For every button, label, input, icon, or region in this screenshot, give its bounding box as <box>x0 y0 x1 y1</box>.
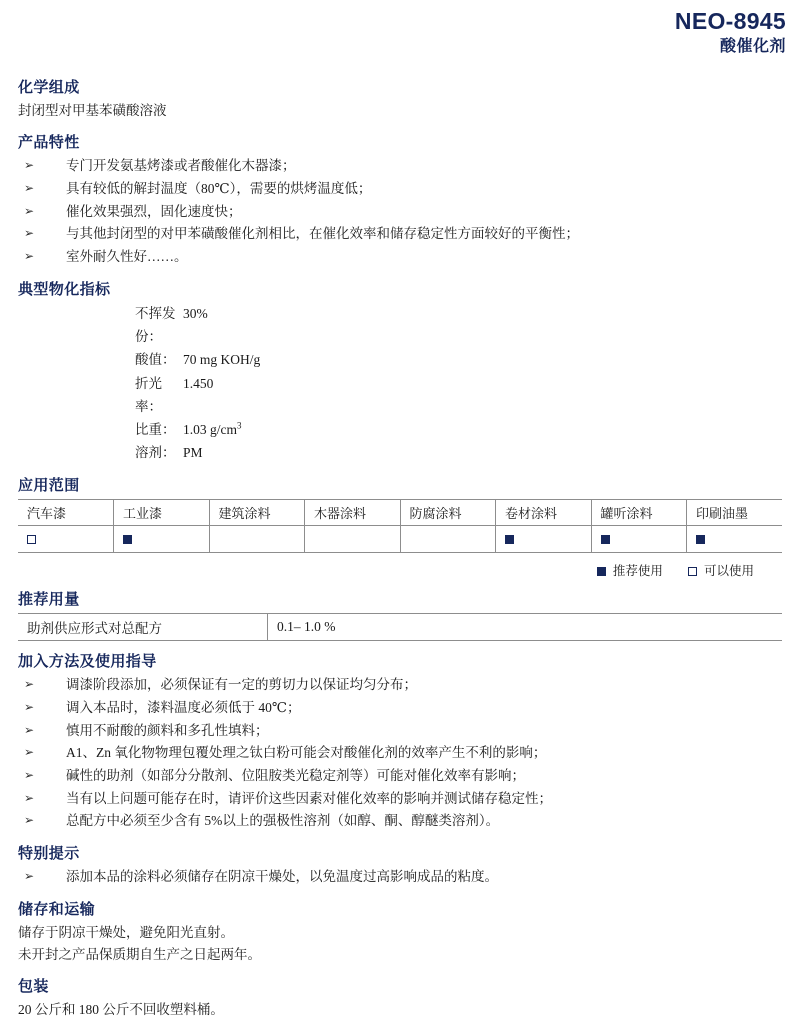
table-cell-mark <box>305 525 401 552</box>
dosage-label: 助剂供应形式对总配方 <box>18 614 268 641</box>
section-packaging <box>18 977 782 1021</box>
table-header-row <box>18 499 782 525</box>
legend-recommended-label: 推荐使用 <box>612 563 663 578</box>
dosage-table <box>18 613 782 641</box>
list-item-text: 调漆阶段添加，必须保证有一定的剪切力以保证均匀分布； <box>66 677 417 693</box>
document-body <box>18 78 782 1032</box>
properties-list <box>18 302 782 465</box>
bullet-arrow-icon: ➢ <box>24 813 35 828</box>
filled-square-icon <box>505 535 514 544</box>
usage-list <box>18 674 782 833</box>
table-column-header: 防腐涂料 <box>400 499 496 525</box>
list-item-text: 具有较低的解封温度（80℃），需要的烘烤温度低； <box>66 181 372 197</box>
list-item-text: 专门开发氨基烤漆或者酸催化木器漆； <box>66 158 296 174</box>
bullet-arrow-icon: ➢ <box>24 869 35 884</box>
property-value: 30% <box>183 305 208 321</box>
document-header <box>675 8 786 57</box>
list-item-text: 当有以上问题可能存在时，请评价这些因素对催化效率的影响并测试储存稳定性； <box>66 790 552 806</box>
table-cell-mark <box>687 525 783 552</box>
section-title-storage: 储存和运输 <box>18 901 96 918</box>
storage-line: 未开封之产品保质期自生产之日起两年。 <box>18 946 261 962</box>
section-title-dosage: 推荐用量 <box>18 591 80 608</box>
storage-line: 储存于阴凉干燥处，避免阳光直射。 <box>18 925 234 941</box>
list-item-text: A1、Zn 氧化物物理包覆处理之钛白粉可能会对酸催化剂的效率产生不利的影响； <box>66 745 547 761</box>
section-title-applications: 应用范围 <box>18 477 80 494</box>
legend-usable-label: 可以使用 <box>703 563 754 578</box>
section-recommended-dosage <box>18 590 782 641</box>
property-row <box>18 418 782 441</box>
section-title-notice: 特别提示 <box>18 845 80 862</box>
section-special-notice <box>18 844 782 889</box>
list-item <box>18 788 782 811</box>
list-item <box>18 810 782 833</box>
section-title-packaging: 包装 <box>18 978 49 995</box>
table-column-header: 卷材涂料 <box>496 499 592 525</box>
list-item <box>18 720 782 743</box>
list-item <box>18 742 782 765</box>
legend-recommended <box>597 564 663 578</box>
property-label: 酸值： <box>135 352 176 368</box>
dosage-value: 0.1– 1.0 % <box>268 614 783 641</box>
property-value: 70 mg KOH/g <box>183 352 261 368</box>
table-cell-mark <box>18 525 114 552</box>
filled-square-icon <box>123 535 132 544</box>
property-row <box>18 372 782 418</box>
table-cell-mark <box>114 525 210 552</box>
table-cell-mark <box>496 525 592 552</box>
bullet-arrow-icon: ➢ <box>24 226 35 241</box>
property-value: 1.450 <box>183 375 214 391</box>
table-cell-mark <box>209 525 305 552</box>
bullet-arrow-icon: ➢ <box>24 767 35 782</box>
section-typical-properties <box>18 280 782 465</box>
list-item <box>18 765 782 788</box>
table-column-header: 建筑涂料 <box>209 499 305 525</box>
bullet-arrow-icon: ➢ <box>24 677 35 692</box>
section-storage-transport <box>18 900 782 966</box>
application-table <box>18 499 782 553</box>
bullet-arrow-icon: ➢ <box>24 722 35 737</box>
list-item <box>18 866 782 889</box>
section-usage-guidance <box>18 652 782 833</box>
product-name-chinese: 酸催化剂 <box>719 38 786 56</box>
table-column-header: 木器涂料 <box>305 499 401 525</box>
table-column-header: 印刷油墨 <box>687 499 783 525</box>
filled-square-icon <box>601 535 610 544</box>
table-cell-mark <box>591 525 687 552</box>
bullet-arrow-icon: ➢ <box>24 790 35 805</box>
list-item-text: 催化效果强烈，固化速度快； <box>66 203 242 219</box>
table-row <box>18 525 782 552</box>
bullet-arrow-icon: ➢ <box>24 745 35 760</box>
list-item-text: 调入本品时，漆料温度必须低于 40℃； <box>66 699 301 715</box>
list-item <box>18 674 782 697</box>
property-value-base: 1.03 g/cm <box>183 422 237 438</box>
list-item <box>18 178 782 201</box>
features-list <box>18 155 782 268</box>
list-item-text: 与其他封闭型的对甲苯磺酸催化剂相比，在催化效率和储存稳定性方面较好的平衡性； <box>66 226 579 242</box>
section-chemical-composition <box>18 78 782 122</box>
table-column-header: 汽车漆 <box>18 499 114 525</box>
bullet-arrow-icon: ➢ <box>24 249 35 264</box>
section-application-scope <box>18 476 782 579</box>
filled-square-icon <box>597 567 606 576</box>
list-item-text: 添加本品的涂料必须储存在阴凉干燥处，以免温度过高影响成品的粘度。 <box>66 869 498 885</box>
property-label: 溶剂： <box>135 445 176 461</box>
notice-list <box>18 866 782 889</box>
property-label: 折光率： <box>135 375 162 414</box>
table-row <box>18 614 782 641</box>
list-item-text: 总配方中必须至少含有 5%以上的强极性溶剂（如醇、酮、醇醚类溶剂）。 <box>66 813 500 829</box>
list-item <box>18 697 782 720</box>
property-value <box>183 418 782 441</box>
property-row <box>18 348 782 371</box>
property-value: PM <box>183 445 203 461</box>
legend-usable <box>688 564 754 578</box>
table-cell-mark <box>400 525 496 552</box>
packaging-line: 20 公斤和 180 公斤不回收塑料桶。 <box>18 1002 224 1018</box>
section-title-features: 产品特性 <box>18 135 80 152</box>
list-item <box>18 201 782 224</box>
bullet-arrow-icon: ➢ <box>24 699 35 714</box>
empty-square-icon <box>27 535 36 544</box>
property-value-superscript: 3 <box>237 420 242 431</box>
list-item <box>18 246 782 269</box>
product-code: NEO-8945 <box>674 8 786 34</box>
section-title-composition: 化学组成 <box>18 80 80 96</box>
bullet-arrow-icon: ➢ <box>24 181 35 196</box>
composition-text: 封闭型对甲基苯磺酸溶液 <box>18 103 167 119</box>
property-label: 不挥发份： <box>135 305 176 345</box>
list-item-text: 慎用不耐酸的颜料和多孔性填料； <box>66 722 269 738</box>
filled-square-icon <box>696 535 705 544</box>
section-title-properties: 典型物化指标 <box>18 281 111 298</box>
table-column-header: 罐听涂料 <box>591 499 687 525</box>
list-item-text: 碱性的助剂（如部分分散剂、位阻胺类光稳定剂等）可能对催化效率有影响； <box>66 767 525 783</box>
bullet-arrow-icon: ➢ <box>24 158 35 173</box>
list-item <box>18 223 782 246</box>
property-label: 比重： <box>135 422 176 438</box>
empty-square-icon <box>688 567 697 576</box>
property-row <box>18 302 782 348</box>
section-product-features <box>18 133 782 269</box>
property-row <box>18 441 782 464</box>
application-legend <box>18 561 782 579</box>
list-item <box>18 155 782 178</box>
table-column-header: 工业漆 <box>114 499 210 525</box>
list-item-text: 室外耐久性好……。 <box>66 249 188 265</box>
section-title-usage: 加入方法及使用指导 <box>18 654 157 670</box>
bullet-arrow-icon: ➢ <box>24 203 35 218</box>
